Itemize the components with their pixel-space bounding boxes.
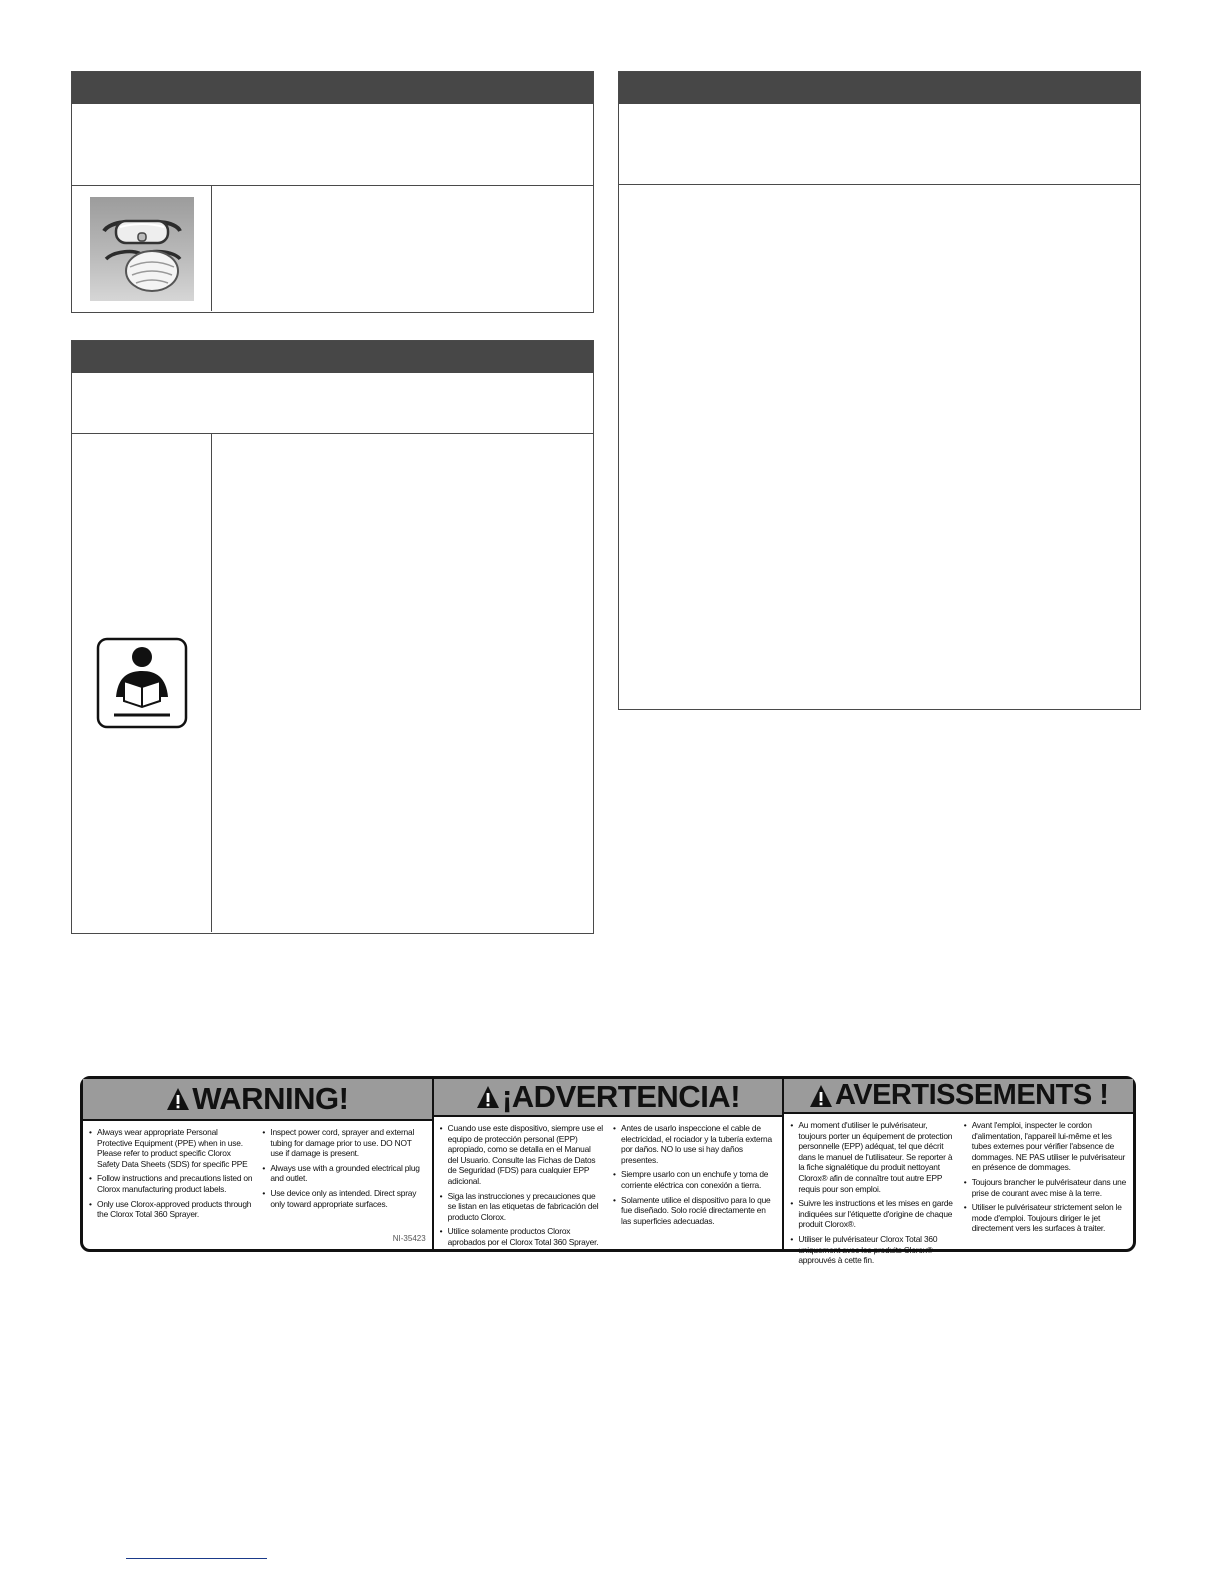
ppe-section	[71, 71, 594, 313]
footer-rule	[126, 1558, 267, 1559]
warning-panel-french	[784, 1079, 1133, 1266]
right-section-subheader	[619, 104, 1140, 184]
list-item: • Solamente utilice el dispositivo para lo que fue diseñado. Solo rocíé directamente en las superficies adecuadas.	[613, 1195, 776, 1227]
warning-title-english: WARNING!	[83, 1079, 432, 1121]
warning-title-french: AVERTISSEMENTS !	[784, 1079, 1133, 1114]
list-item: • Always use with a grounded electrical plug and outlet.	[262, 1163, 425, 1184]
list-item: • Suivre les instructions et les mises en garde indiquées sur l'étiquette d'origine de chaque produit Clorox®.	[790, 1198, 953, 1230]
warning-list-french-col1	[790, 1120, 953, 1270]
warning-list-english-col1	[89, 1127, 252, 1245]
list-item: • Avant l'emploi, inspecter le cordon d'alimentation, l'appareil lui-même et les tubes externes pour vérifier l'absence de dommages. NE PAS utiliser le pulvérisateur en présence de dommages.	[964, 1120, 1127, 1173]
warning-triangle-icon	[166, 1087, 190, 1111]
list-item: • Only use Clorox-approved products through the Clorox Total 360 Sprayer.	[89, 1199, 252, 1220]
manual-section-subheader	[72, 373, 593, 433]
list-item: • Use device only as intended. Direct spray only toward appropriate surfaces.	[262, 1188, 425, 1209]
right-section-header-bar	[619, 72, 1140, 104]
list-item: • Siempre usarlo con un enchufe y toma de corriente eléctrica con conexión a tierra.	[613, 1169, 776, 1190]
warning-list-spanish-col2	[613, 1123, 776, 1252]
warning-title-spanish: ¡ADVERTENCIA!	[434, 1079, 783, 1117]
list-item: • Utilice solamente productos Clorox aprobados por el Clorox Total 360 Sprayer.	[440, 1226, 603, 1247]
label-part-number: NI-35423	[392, 1234, 426, 1243]
list-item: • Cuando use este dispositivo, siempre use el equipo de protección personal (EPP) apropiado, como se detalla en el Manual del Usuario. Consulte las Fichas de Datos de Seguridad (FDS) para cualquier EPP adicional.	[440, 1123, 603, 1187]
warning-panel-spanish	[434, 1079, 785, 1249]
manual-section-header-bar	[72, 341, 593, 373]
list-item: • Utiliser le pulvérisateur strictement selon le mode d'emploi. Toujours diriger le jet directement vers les surfaces à traiter.	[964, 1202, 1127, 1234]
manual-section	[71, 340, 594, 934]
ppe-image-cell	[72, 186, 212, 311]
ppe-text-cell	[212, 186, 593, 311]
warning-panel-english	[83, 1079, 434, 1249]
ppe-section-body	[72, 185, 593, 311]
read-manual-icon	[96, 637, 188, 729]
warning-triangle-icon	[809, 1084, 833, 1108]
warning-list-english-col2	[262, 1127, 425, 1245]
list-item: • Utiliser le pulvérisateur Clorox Total 360 uniquement avec les produits Clorox® approuvés à cette fin.	[790, 1234, 953, 1266]
warning-triangle-icon	[476, 1085, 500, 1109]
list-item: • Siga las instrucciones y precauciones que se listan en las etiquetas de fabricación del producto Clorox.	[440, 1191, 603, 1223]
list-item: • Antes de usarlo inspeccione el cable de electricidad, el rociador y la tubería externa por daños. NO lo use si hay daños presentes.	[613, 1123, 776, 1165]
list-item: • Toujours brancher le pulvérisateur dans une prise de courant avec mise à la terre.	[964, 1177, 1127, 1198]
list-item: • Follow instructions and precautions listed on Clorox manufacturing product labels.	[89, 1173, 252, 1194]
warning-label	[80, 1076, 1136, 1266]
manual-section-body	[72, 433, 593, 932]
right-section	[618, 71, 1141, 710]
warning-list-french-col2	[964, 1120, 1127, 1270]
warning-list-spanish-col1	[440, 1123, 603, 1252]
list-item: • Au moment d'utiliser le pulvérisateur, toujours porter un équipement de protection personnelle (EPP) adéquat, tel que décrit dans le manuel de l'utilisateur. Se reporter à la fiche signalétique du produit nettoyant Clorox® afin de connaître tout autre EPP requis pour son emploi.	[790, 1120, 953, 1194]
ppe-section-subheader	[72, 104, 593, 185]
manual-text-cell	[212, 434, 593, 932]
list-item: • Inspect power cord, sprayer and external tubing for damage prior to use. DO NOT use if damage is present.	[262, 1127, 425, 1159]
right-section-body	[619, 184, 1140, 708]
manual-image-cell	[72, 434, 212, 932]
list-item: • Always wear appropriate Personal Protective Equipment (PPE) when in use. Please refer to product specific Clorox Safety Data Sheets (SDS) for specific PPE	[89, 1127, 252, 1169]
goggles-and-mask-image	[90, 197, 194, 301]
ppe-section-header-bar	[72, 72, 593, 104]
